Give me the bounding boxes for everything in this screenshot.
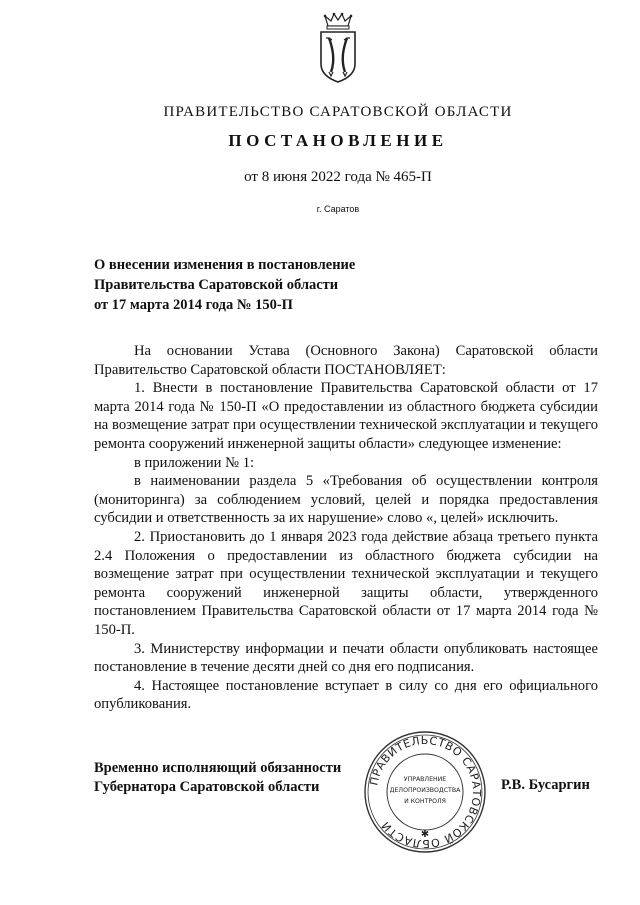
document-city: г. Саратов — [316, 204, 360, 214]
document-subject — [94, 255, 394, 315]
coat-of-arms-icon — [316, 12, 360, 84]
government-name: ПРАВИТЕЛЬСТВО САРАТОВСКОЙ ОБЛАСТИ — [163, 104, 513, 120]
body-paragraph: 4. Настоящее постановление вступает в силу со дня его официального опубликования. — [94, 677, 598, 713]
body-paragraph: 1. Внести в постановление Правительства Саратовской области от 17 марта 2014 года № 150-П «О предоставлении из областного бюджета субсидии на возмещение затрат при осуществлении технической эксплуатации и текущего ремонта сооружений инженерной защиты области» следующее изменение: — [94, 380, 598, 452]
document-date-number: от 8 июня 2022 года № 465-П — [244, 169, 432, 185]
body-paragraph: 2. Приостановить до 1 января 2023 года действие абзаца третьего пункта 2.4 Положения о предоставлении из областного бюджета субсидии на возмещение затрат при осуществлении технической эксплуатации и текущего ремонта сооружений инженерной защиты области, утвержденного постановлением Правительства Саратовской области от 17 марта 2014 года № 150-П. — [94, 528, 598, 638]
subject-line: Правительства Саратовской области — [94, 277, 339, 293]
stamp-center-line: И КОНТРОЛЯ — [404, 798, 446, 805]
document-type: ПОСТАНОВЛЕНИЕ — [228, 131, 448, 150]
document-body — [94, 342, 598, 714]
body-paragraph: в приложении № 1: — [134, 454, 255, 471]
body-paragraph: в наименовании раздела 5 «Требования об осуществлении контроля (мониторинга) за соблюдением условий, целей и порядка предоставления субсидии и ответственность за их нарушение» слово «, целей» исключить. — [94, 473, 598, 527]
signatory-title-line: Временно исполняющий обязанности — [94, 760, 342, 776]
signatory-name: Р.В. Бусаргин — [501, 777, 590, 793]
signatory-title-line: Губернатора Саратовской области — [94, 779, 320, 795]
official-stamp — [362, 729, 488, 855]
preamble-paragraph: На основании Устава (Основного Закона) Саратовской области Правительство Саратовской области ПОСТАНОВЛЯЕТ: — [94, 343, 598, 378]
signatory-title — [94, 759, 374, 797]
subject-line: О внесении изменения в постановление — [94, 257, 356, 273]
stamp-star-icon: ✱ — [420, 829, 430, 840]
subject-line: от 17 марта 2014 года № 150-П — [94, 297, 293, 313]
stamp-center-line: ДЕЛОПРОИЗВОДСТВА — [389, 787, 461, 794]
stamp-center-line: УПРАВЛЕНИЕ — [403, 776, 447, 783]
body-paragraph: 3. Министерству информации и печати области опубликовать настоящее постановление в течение десяти дней со дня его подписания. — [94, 640, 598, 676]
stamp-ring-text: ПРАВИТЕЛЬСТВО САРАТОВСКОЙ ОБЛАСТИ — [367, 733, 484, 851]
